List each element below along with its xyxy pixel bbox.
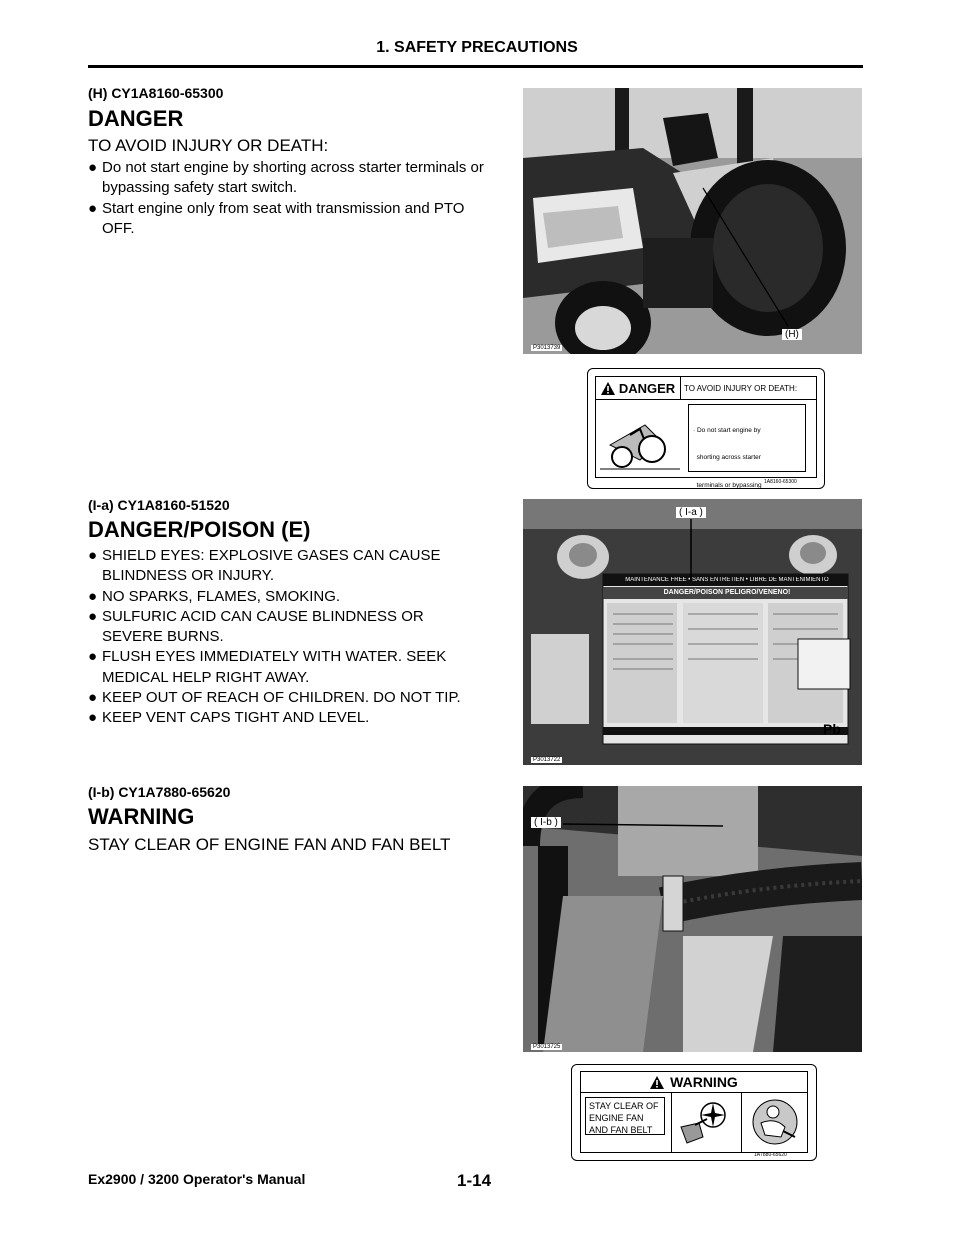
section-ia-bullets	[88, 546, 488, 729]
engine-fan-photo	[523, 786, 862, 1052]
decal-ib-line: AND FAN BELT	[589, 1125, 653, 1135]
decal-ib-signal-word: WARNING	[670, 1074, 738, 1090]
section-h-lead: TO AVOID INJURY OR DEATH:	[88, 136, 329, 155]
header-rule	[88, 65, 863, 68]
bullet-item: ● KEEP VENT CAPS TIGHT AND LEVEL.	[88, 708, 488, 728]
decal-h-line: shorting across starter	[693, 454, 761, 462]
callout-h-label: (H)	[782, 329, 802, 340]
bullet-item: ● Start engine only from seat with transmission and PTO OFF.	[88, 199, 488, 240]
danger-decal-h	[587, 368, 825, 489]
section-ib-signal-word: WARNING	[88, 804, 195, 829]
section-h-code: (H) CY1A8160-65300	[88, 85, 224, 101]
battery-label-banner: MAINTENANCE FREE • SANS ENTRETIEN • LIBRE DE MANTENIMIENTO	[625, 577, 829, 583]
decal-h-signal-panel	[596, 377, 681, 400]
page-header-title: 1. SAFETY PRECAUTIONS	[376, 39, 578, 56]
decal-ib-text-box	[585, 1097, 665, 1135]
battery-label-danger: DANGER/POISON PELIGRO/VENENO!	[663, 589, 791, 596]
warning-triangle-icon	[601, 382, 615, 395]
battery-label-pb: Pb	[823, 721, 841, 737]
tractor-illustration	[523, 88, 862, 354]
section-ia-code: (I-a) CY1A8160-51520	[88, 497, 230, 513]
decal-ib-line: STAY CLEAR OF	[589, 1101, 659, 1111]
decal-h-heading: TO AVOID INJURY OR DEATH:	[684, 384, 798, 393]
section-ia-signal-word: DANGER/POISON (E)	[88, 517, 311, 542]
decal-h-part-code: 1A8160-65300	[764, 479, 797, 485]
fan-hazard-icon	[677, 1097, 737, 1147]
decal-h-signal-word: DANGER	[618, 380, 676, 396]
bullet-item: ● Do not start engine by shorting across starter terminals or bypassing safety start switch.	[88, 158, 488, 199]
decal-h-divider	[596, 399, 816, 400]
callout-ib-label: ( I-b )	[531, 817, 561, 828]
footer-page-number: 1-14	[457, 1171, 492, 1190]
decal-ib-frame	[580, 1071, 808, 1153]
bullet-item: ● NO SPARKS, FLAMES, SMOKING.	[88, 587, 488, 607]
engine-illustration	[523, 786, 862, 1052]
bullet-item: ● SHIELD EYES: EXPLOSIVE GASES CAN CAUSE BLINDNESS OR INJURY.	[88, 546, 488, 587]
section-h-signal-word: DANGER	[88, 106, 184, 131]
decal-ib-part-code: 1A7880-65620	[754, 1152, 787, 1158]
warning-triangle-icon	[650, 1076, 664, 1089]
photo-code: P3013722	[533, 757, 561, 763]
tractor-warning-icon	[600, 405, 680, 473]
footer-manual-title: Ex2900 / 3200 Operator's Manual	[88, 1171, 306, 1187]
battery-illustration	[523, 499, 862, 765]
decal-h-line: · Do not start engine by	[693, 426, 761, 434]
decal-ib-header	[581, 1072, 807, 1092]
tractor-photo	[523, 88, 862, 354]
battery-photo	[523, 499, 862, 765]
decal-ib-divider-v	[671, 1093, 672, 1152]
bullet-item: ● SULFURIC ACID CAN CAUSE BLINDNESS OR SEVERE BURNS.	[88, 607, 488, 648]
decal-h-line: terminals or bypassing	[693, 482, 762, 490]
decal-ib-line: ENGINE FAN	[589, 1113, 644, 1123]
decal-ib-divider	[581, 1092, 807, 1093]
section-ib-code: (I-b) CY1A7880-65620	[88, 784, 231, 800]
decal-ib-divider-v2	[741, 1093, 742, 1152]
section-h-bullets	[88, 158, 488, 239]
photo-code: P3013739	[533, 345, 561, 351]
bullet-item: ● FLUSH EYES IMMEDIATELY WITH WATER. SEEK MEDICAL HELP RIGHT AWAY.	[88, 647, 488, 688]
photo-code: P3013725	[533, 1044, 561, 1050]
callout-ia-label: ( I-a )	[676, 507, 706, 518]
section-ib-lead: STAY CLEAR OF ENGINE FAN AND FAN BELT	[88, 835, 451, 854]
bullet-item: ● KEEP OUT OF REACH OF CHILDREN. DO NOT TIP.	[88, 688, 488, 708]
warning-decal-ib	[571, 1064, 817, 1161]
hand-entanglement-icon	[747, 1097, 803, 1147]
